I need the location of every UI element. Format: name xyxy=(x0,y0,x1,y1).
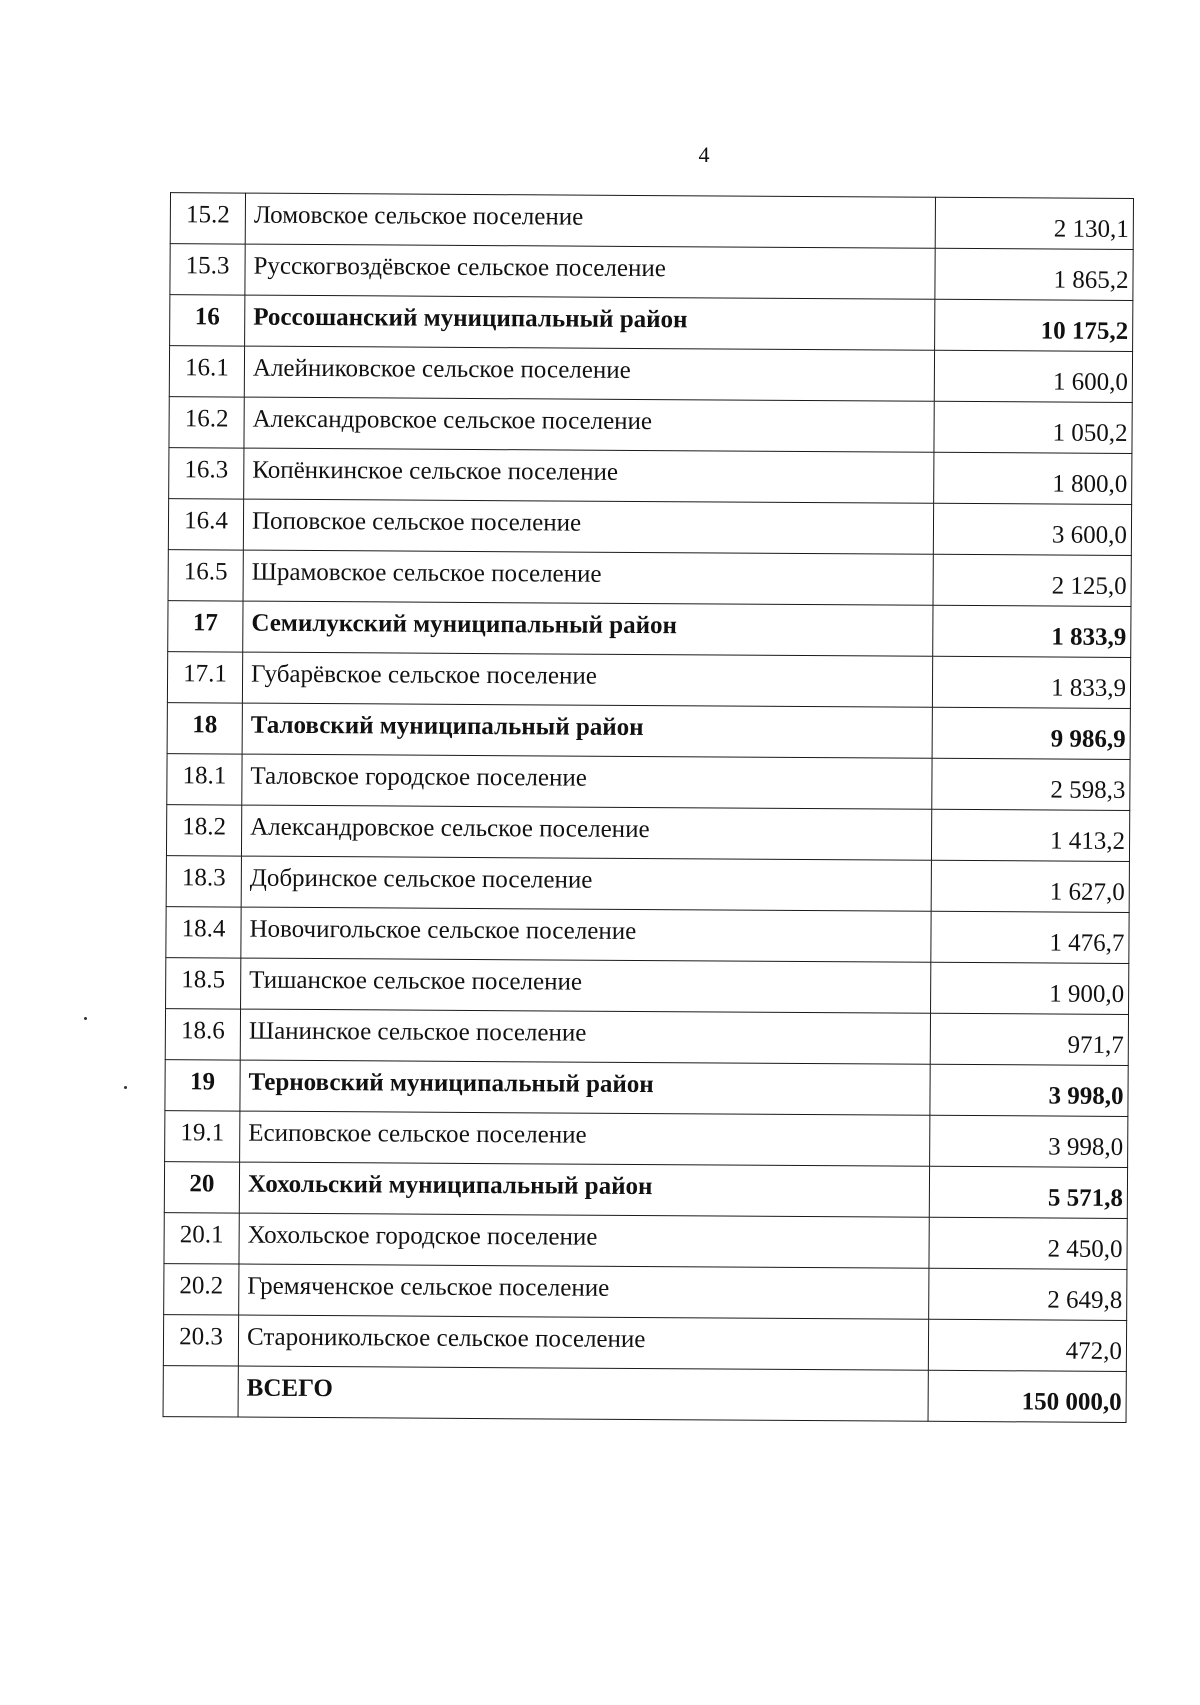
table-row xyxy=(170,244,1133,301)
row-number-cell: 18.3 xyxy=(166,856,241,907)
row-number-cell: 18.1 xyxy=(167,754,242,805)
table-row-district xyxy=(170,295,1133,352)
row-name-cell: Новочигольское сельское поселение xyxy=(241,907,931,962)
allocation-table-wrapper xyxy=(163,192,1133,1423)
table-row xyxy=(168,499,1131,556)
row-number-cell: 16.5 xyxy=(168,550,243,601)
scan-speck xyxy=(84,1017,87,1020)
row-name-cell: Шанинское сельское поселение xyxy=(240,1009,930,1064)
row-name-cell: Староникольское сельское поселение xyxy=(238,1315,928,1370)
row-value-cell: 2 130,1 xyxy=(935,197,1133,249)
row-number-cell: 16.1 xyxy=(169,346,244,397)
row-name-cell: Ломовское сельское поселение xyxy=(245,193,935,248)
row-number-cell: 19 xyxy=(165,1060,240,1111)
row-value-cell: 1 833,9 xyxy=(933,605,1131,657)
row-number-cell: 18 xyxy=(167,703,242,754)
table-row-district xyxy=(165,1060,1128,1117)
row-value-cell: 3 600,0 xyxy=(933,503,1131,555)
row-value-cell: 5 571,8 xyxy=(929,1166,1127,1218)
row-value-cell: 1 476,7 xyxy=(931,911,1129,963)
row-name-cell: Добринское сельское поселение xyxy=(241,856,931,911)
row-number-cell: 19.1 xyxy=(165,1111,240,1162)
row-number-cell: 20.2 xyxy=(164,1264,239,1315)
row-name-cell: Александровское сельское поселение xyxy=(244,397,934,452)
table-row-district xyxy=(163,1366,1126,1423)
table-row-district xyxy=(168,601,1131,658)
row-number-cell: 20.1 xyxy=(164,1213,239,1264)
row-value-cell: 1 413,2 xyxy=(931,809,1129,861)
table-row-district xyxy=(167,703,1130,760)
row-value-cell: 1 800,0 xyxy=(934,452,1132,504)
row-number-cell: 18.5 xyxy=(166,958,241,1009)
row-value-cell: 1 900,0 xyxy=(931,962,1129,1014)
row-number-cell: 15.2 xyxy=(170,193,245,244)
row-value-cell: 1 627,0 xyxy=(931,860,1129,912)
table-body xyxy=(163,193,1133,1423)
row-name-cell: Поповское сельское поселение xyxy=(243,499,933,554)
row-number-cell: 20 xyxy=(164,1162,239,1213)
table-row xyxy=(166,907,1129,964)
row-name-cell: Терновский муниципальный район xyxy=(240,1060,930,1115)
row-name-cell: Тишанское сельское поселение xyxy=(241,958,931,1013)
row-value-cell: 150 000,0 xyxy=(928,1370,1126,1422)
scan-speck xyxy=(124,1086,127,1089)
table-row xyxy=(166,805,1129,862)
row-number-cell: 20.3 xyxy=(163,1315,238,1366)
page-number: 4 xyxy=(698,142,710,167)
table-row xyxy=(164,1264,1127,1321)
row-number-cell: 16 xyxy=(170,295,245,346)
table-row xyxy=(169,397,1132,454)
row-name-cell: Хохольский муниципальный район xyxy=(239,1162,929,1217)
table-row xyxy=(166,856,1129,913)
table-row xyxy=(170,193,1133,250)
table-row xyxy=(167,652,1130,709)
row-value-cell: 9 986,9 xyxy=(932,707,1130,759)
row-value-cell: 472,0 xyxy=(928,1319,1126,1371)
row-name-cell: Семилукский муниципальный район xyxy=(243,601,933,656)
row-name-cell: Русскогвоздёвское сельское поселение xyxy=(245,244,935,299)
row-value-cell: 3 998,0 xyxy=(930,1115,1128,1167)
row-name-cell: Есиповское сельское поселение xyxy=(240,1111,930,1166)
table-row xyxy=(165,1111,1128,1168)
row-number-cell xyxy=(163,1366,238,1417)
table-row xyxy=(164,1213,1127,1270)
row-value-cell: 2 598,3 xyxy=(932,758,1130,810)
table-row xyxy=(166,958,1129,1015)
row-value-cell: 1 833,9 xyxy=(932,656,1130,708)
row-value-cell: 3 998,0 xyxy=(930,1064,1128,1116)
row-number-cell: 17 xyxy=(168,601,243,652)
row-name-cell: Алейниковское сельское поселение xyxy=(244,346,934,401)
row-name-cell: Копёнкинское сельское поселение xyxy=(244,448,934,503)
row-value-cell: 1 050,2 xyxy=(934,401,1132,453)
row-number-cell: 17.1 xyxy=(167,652,242,703)
row-value-cell: 1 600,0 xyxy=(934,350,1132,402)
row-name-cell: Шрамовское сельское поселение xyxy=(243,550,933,605)
table-row-district xyxy=(164,1162,1127,1219)
table-row xyxy=(169,448,1132,505)
row-name-cell: Александровское сельское поселение xyxy=(241,805,931,860)
row-number-cell: 18.6 xyxy=(165,1009,240,1060)
row-number-cell: 18.4 xyxy=(166,907,241,958)
row-name-cell: ВСЕГО xyxy=(238,1366,928,1421)
row-number-cell: 16.2 xyxy=(169,397,244,448)
table-row xyxy=(163,1315,1126,1372)
table-row xyxy=(165,1009,1128,1066)
table-row xyxy=(167,754,1130,811)
row-number-cell: 15.3 xyxy=(170,244,245,295)
row-value-cell: 2 125,0 xyxy=(933,554,1131,606)
row-value-cell: 10 175,2 xyxy=(935,299,1133,351)
row-number-cell: 16.3 xyxy=(169,448,244,499)
row-name-cell: Гремяченское сельское поселение xyxy=(239,1264,929,1319)
row-name-cell: Таловское городское поселение xyxy=(242,754,932,809)
row-name-cell: Таловский муниципальный район xyxy=(242,703,932,758)
row-name-cell: Россошанский муниципальный район xyxy=(245,295,935,350)
table-row xyxy=(168,550,1131,607)
table-row xyxy=(169,346,1132,403)
row-name-cell: Хохольское городское поселение xyxy=(239,1213,929,1268)
row-number-cell: 16.4 xyxy=(168,499,243,550)
row-value-cell: 2 450,0 xyxy=(929,1217,1127,1269)
row-name-cell: Губарёвское сельское поселение xyxy=(242,652,932,707)
allocation-table xyxy=(163,192,1134,1423)
row-value-cell: 971,7 xyxy=(930,1013,1128,1065)
row-value-cell: 2 649,8 xyxy=(929,1268,1127,1320)
row-number-cell: 18.2 xyxy=(166,805,241,856)
row-value-cell: 1 865,2 xyxy=(935,248,1133,300)
